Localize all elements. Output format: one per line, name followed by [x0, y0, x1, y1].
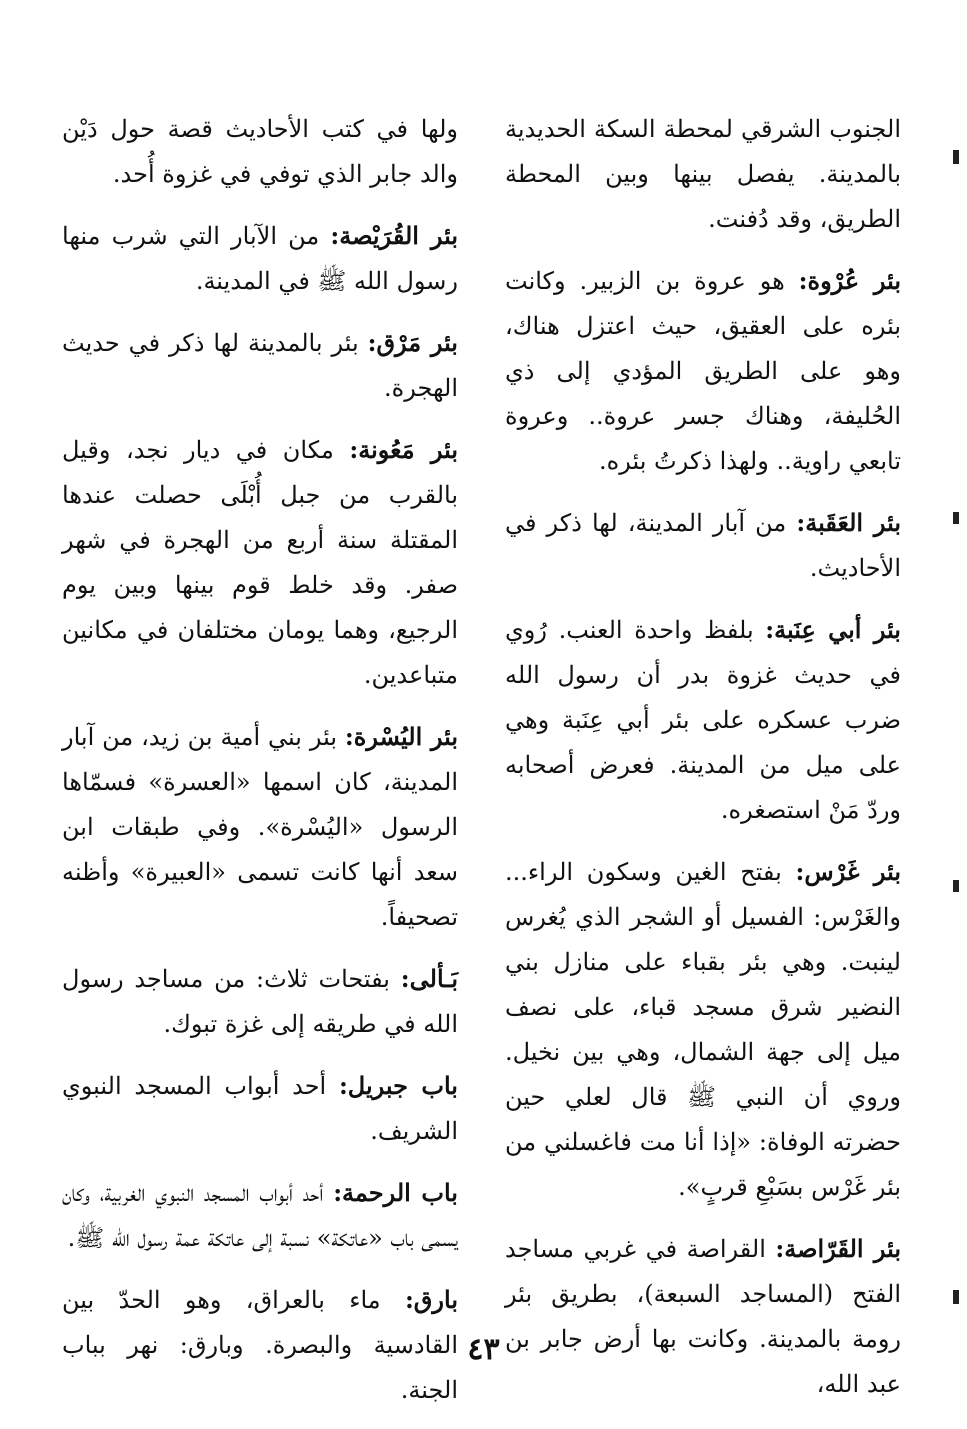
entry-continuation [62, 106, 458, 197]
entry-term: بارق: [404, 1285, 458, 1314]
entry-text: أحد أبواب المسجد النبوي الشريف. [62, 1072, 458, 1145]
entry-term: بئر العَقَبة: [796, 508, 902, 537]
entry-bab-rahma [62, 1170, 458, 1261]
entry-term: بئر مَرْق: [367, 328, 458, 357]
entry-text: بلفظ واحدة العنب. رُوي في حديث غزوة بدر أن رسول الله ضرب عسكره على بئر أبي عِنَبة وهي على ميل من المدينة. فعرض أصحابه وردّ مَنْ استصغره. [505, 616, 901, 824]
entry-text: بفتح الغين وسكون الراء... والغَرْس: الفسيل أو الشجر الذي يُغرس لينبت. وهي بئر بقباء على منازل بني النضير شرق مسجد قباء، على نصف ميل إلى جهة الشمال، وهي بين نخيل. وروي أن النبي ﷺ قال لعلي حين حضرته الوفاة: «إذا أنا مت فاغسلني من بئر غَرْس بسَبْعِ قربٍ». [505, 858, 901, 1201]
entry-bir-marq [62, 320, 458, 411]
entry-text: بئر بالمدينة لها ذكر في حديث الهجرة. [62, 329, 458, 402]
entry-text: القراصة في غربي مساجد الفتح (المساجد السبعة)، بطريق بئر رومة بالمدينة. وكانت بها أرض جابر بن عبد الله، [505, 1235, 901, 1398]
entry-term: بئر أبي عِنَبة: [765, 615, 901, 644]
entry-term: بئر القَرّاصة: [775, 1234, 901, 1263]
entry-term: بئر مَعُونة: [349, 435, 458, 464]
entry-text: مكان في ديار نجد، وقيل بالقرب من جبل أُبْلَى حصلت عندها المقتلة سنة أربع من الهجرة في شهر صفر. وقد خلط قوم بينها وبين يوم الرجيع، وهما يومان مختلفان في مكانين متباعدين. [62, 436, 458, 689]
entry-text: أحد أبواب المسجد النبوي الغربية، وكان يسمى باب «عاتكة» نسبة إلى عاتكة عمة رسول الله ﷺ. [62, 1179, 458, 1252]
entry-bab-jibril [62, 1063, 458, 1154]
edge-mark [953, 150, 959, 164]
entry-bir-ghars [505, 849, 901, 1210]
entry-bir-yusra [62, 714, 458, 940]
entry-text: الجنوب الشرقي لمحطة السكة الحديدية بالمدينة. يفصل بينها وبين المحطة الطريق، وقد دُفنت. [505, 115, 901, 233]
entry-term: بئر اليُسْرة: [344, 722, 459, 751]
page-number: ٤٣ [467, 1332, 500, 1367]
entry-baala [62, 956, 458, 1047]
edge-mark [953, 512, 959, 524]
entry-term: بئر عُرْوة: [798, 266, 901, 295]
entry-bir-quraysa [62, 213, 458, 304]
entry-text: بفتحات ثلاث: من مساجد رسول الله في طريقه إلى غزة تبوك. [62, 965, 458, 1038]
entry-term: بئر غَرْس: [795, 857, 902, 886]
entry-text: ولها في كتب الأحاديث قصة حول دَيْن والد جابر الذي توفي في غزوة أُحد. [62, 115, 458, 188]
entry-text: ماء بالعراق، وهو الحدّ بين القادسية والبصرة. وبارق: نهر بباب الجنة. [62, 1286, 458, 1404]
left-column [62, 106, 458, 1429]
entry-bir-abi-inaba [505, 607, 901, 833]
entry-text: هو عروة بن الزبير. وكانت بئره على العقيق، حيث اعتزل هناك، وهو على الطريق المؤدي إلى ذي الحُليفة، وهناك جسر عروة.. وعروة تابعي راوية.. ولهذا ذكرتُ بئره. [505, 267, 901, 475]
edge-mark [953, 880, 959, 892]
entry-bir-mauna [62, 427, 458, 698]
entry-term: بئر القُرَيْصة: [330, 221, 458, 250]
entry-bir-aqaba [505, 500, 901, 591]
entry-bir-urwa [505, 258, 901, 484]
entry-term: باب جبريل: [338, 1071, 458, 1100]
entry-bir-qarrasa [505, 1226, 901, 1407]
entry-term: باب الرحمة: [333, 1178, 458, 1207]
entry-term: بَـألى: [400, 964, 458, 993]
right-column [505, 106, 901, 1423]
entry-text: بئر بني أمية بن زيد، من آبار المدينة، كان اسمها «العسرة» فسمّاها الرسول «اليُسْرة». وفي طبقات ابن سعد أنها كانت تسمى «العبيرة» وأظنه تصحيفاً. [62, 723, 458, 931]
entry-text: من الآبار التي شرب منها رسول الله ﷺ في المدينة. [62, 222, 458, 295]
entry-continuation [505, 106, 901, 242]
entry-text: من آبار المدينة، لها ذكر في الأحاديث. [505, 509, 901, 582]
edge-mark [953, 1290, 959, 1304]
